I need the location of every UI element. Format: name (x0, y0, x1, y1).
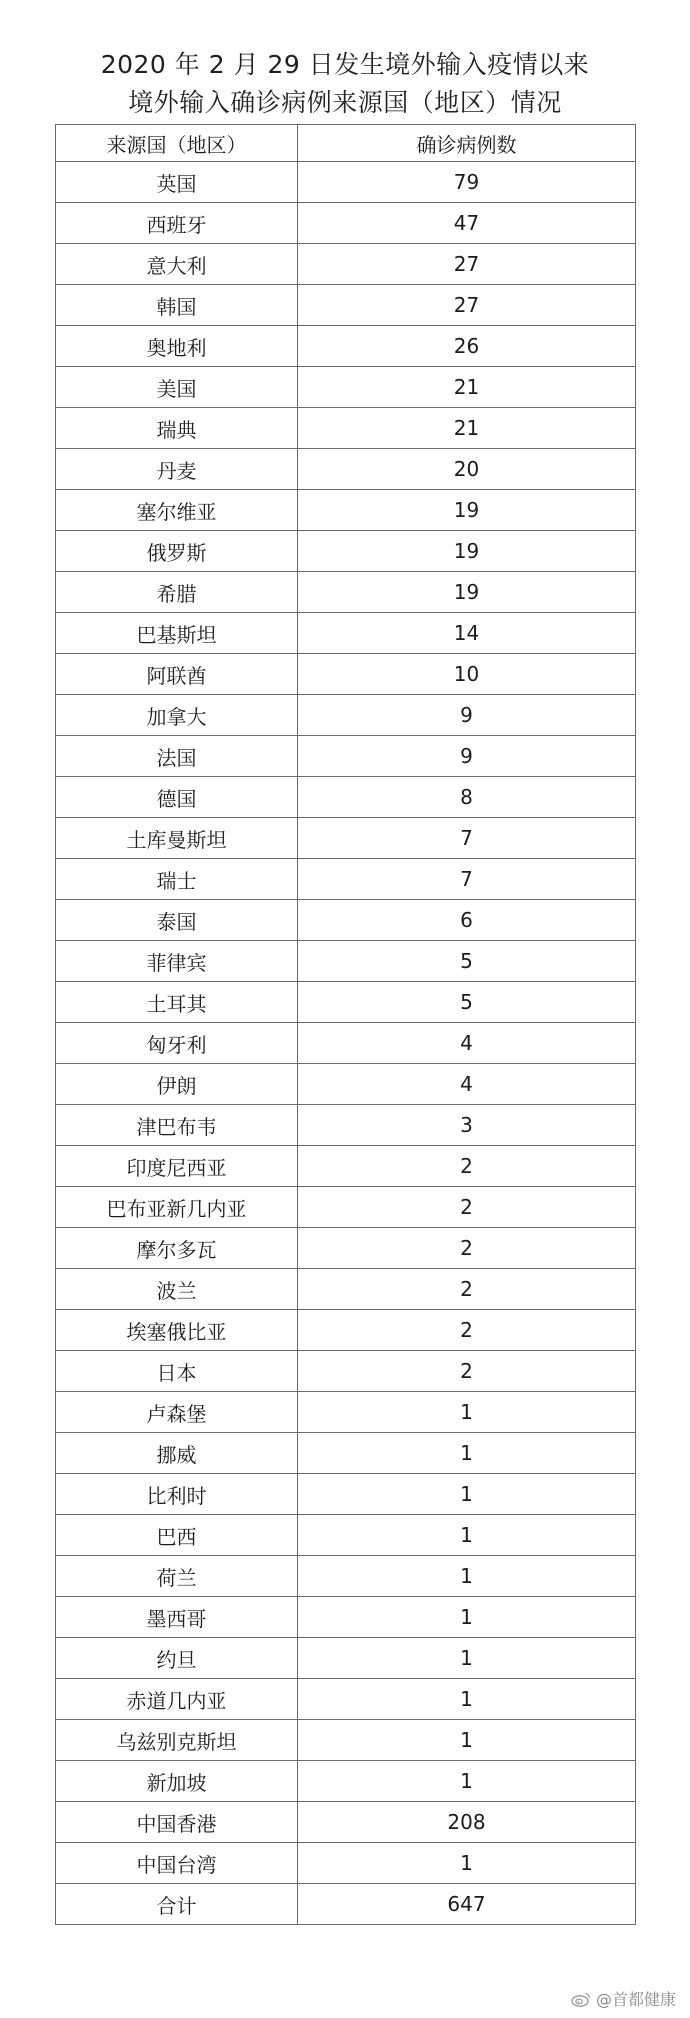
cases-cell: 1 (298, 1843, 636, 1884)
country-cell: 巴布亚新几内亚 (56, 1187, 298, 1228)
table-row (56, 941, 636, 982)
country-cell: 法国 (56, 736, 298, 777)
weibo-watermark (571, 1987, 676, 2010)
country-cell: 韩国 (56, 285, 298, 326)
table-row (56, 1474, 636, 1515)
cases-cell: 21 (298, 408, 636, 449)
total-label: 合计 (56, 1884, 298, 1925)
table-row (56, 572, 636, 613)
country-cell: 约旦 (56, 1638, 298, 1679)
table-row (56, 1146, 636, 1187)
country-cell: 匈牙利 (56, 1023, 298, 1064)
cases-cell: 2 (298, 1351, 636, 1392)
country-cell: 日本 (56, 1351, 298, 1392)
table-row (56, 1023, 636, 1064)
table-row (56, 1187, 636, 1228)
country-cell: 丹麦 (56, 449, 298, 490)
cases-cell: 19 (298, 490, 636, 531)
country-cell: 卢森堡 (56, 1392, 298, 1433)
table-row (56, 777, 636, 818)
cases-cell: 9 (298, 695, 636, 736)
country-cell: 瑞典 (56, 408, 298, 449)
cases-cell: 2 (298, 1228, 636, 1269)
country-cell: 阿联酋 (56, 654, 298, 695)
country-column-header: 来源国（地区） (56, 125, 298, 162)
country-cell: 埃塞俄比亚 (56, 1310, 298, 1351)
table-row (56, 1679, 636, 1720)
country-cell: 德国 (56, 777, 298, 818)
cases-cell: 19 (298, 531, 636, 572)
table-header-row (56, 125, 636, 162)
country-cell: 俄罗斯 (56, 531, 298, 572)
weibo-icon (571, 1991, 591, 2007)
table-row (56, 736, 636, 777)
table-row (56, 408, 636, 449)
country-cell: 中国台湾 (56, 1843, 298, 1884)
table-row (56, 203, 636, 244)
cases-cell: 14 (298, 613, 636, 654)
cases-cell: 79 (298, 162, 636, 203)
country-cell: 荷兰 (56, 1556, 298, 1597)
country-cell: 墨西哥 (56, 1597, 298, 1638)
cases-cell: 26 (298, 326, 636, 367)
total-cases: 647 (298, 1884, 636, 1925)
country-cell: 英国 (56, 162, 298, 203)
table-row (56, 1720, 636, 1761)
cases-column-header: 确诊病例数 (298, 125, 636, 162)
cases-cell: 27 (298, 244, 636, 285)
cases-cell: 1 (298, 1597, 636, 1638)
country-cell: 乌兹别克斯坦 (56, 1720, 298, 1761)
table-row (56, 900, 636, 941)
table-row (56, 1392, 636, 1433)
document-title-line-2: 境外输入确诊病例来源国（地区）情况 (128, 88, 562, 117)
table-row (56, 1064, 636, 1105)
table-row (56, 1105, 636, 1146)
cases-cell: 1 (298, 1433, 636, 1474)
cases-cell: 1 (298, 1761, 636, 1802)
document-title-line-1: 2020 年 2 月 29 日发生境外输入疫情以来 (100, 50, 590, 79)
country-cell: 印度尼西亚 (56, 1146, 298, 1187)
imported-cases-table (55, 124, 636, 1925)
table-row (56, 1433, 636, 1474)
country-cell: 瑞士 (56, 859, 298, 900)
table-row (56, 1802, 636, 1843)
cases-cell: 5 (298, 982, 636, 1023)
country-cell: 意大利 (56, 244, 298, 285)
table-row (56, 326, 636, 367)
table-row (56, 1597, 636, 1638)
table-row (56, 490, 636, 531)
cases-cell: 2 (298, 1310, 636, 1351)
country-cell: 挪威 (56, 1433, 298, 1474)
cases-cell: 5 (298, 941, 636, 982)
table-row (56, 1310, 636, 1351)
total-row (56, 1884, 636, 1925)
cases-cell: 2 (298, 1146, 636, 1187)
country-cell: 菲律宾 (56, 941, 298, 982)
country-cell: 西班牙 (56, 203, 298, 244)
table-row (56, 654, 636, 695)
table-row (56, 1638, 636, 1679)
cases-cell: 1 (298, 1638, 636, 1679)
table-row (56, 162, 636, 203)
cases-cell: 27 (298, 285, 636, 326)
country-cell: 土库曼斯坦 (56, 818, 298, 859)
cases-cell: 2 (298, 1269, 636, 1310)
country-cell: 赤道几内亚 (56, 1679, 298, 1720)
cases-cell: 1 (298, 1392, 636, 1433)
country-cell: 中国香港 (56, 1802, 298, 1843)
cases-cell: 1 (298, 1515, 636, 1556)
cases-cell: 6 (298, 900, 636, 941)
table-row (56, 531, 636, 572)
country-cell: 巴西 (56, 1515, 298, 1556)
country-cell: 比利时 (56, 1474, 298, 1515)
cases-cell: 47 (298, 203, 636, 244)
country-cell: 奥地利 (56, 326, 298, 367)
cases-cell: 3 (298, 1105, 636, 1146)
country-cell: 塞尔维亚 (56, 490, 298, 531)
table-row (56, 1269, 636, 1310)
country-cell: 土耳其 (56, 982, 298, 1023)
table-row (56, 449, 636, 490)
country-cell: 津巴布韦 (56, 1105, 298, 1146)
table-row (56, 1228, 636, 1269)
table-row (56, 285, 636, 326)
table-row (56, 613, 636, 654)
cases-cell: 10 (298, 654, 636, 695)
table-row (56, 1515, 636, 1556)
cases-cell: 21 (298, 367, 636, 408)
cases-cell: 1 (298, 1679, 636, 1720)
watermark-text: @首都健康 (595, 1990, 676, 2009)
country-cell: 美国 (56, 367, 298, 408)
country-cell: 巴基斯坦 (56, 613, 298, 654)
table-row (56, 1351, 636, 1392)
table-row (56, 1556, 636, 1597)
table-row (56, 1843, 636, 1884)
table-row (56, 367, 636, 408)
cases-cell: 8 (298, 777, 636, 818)
cases-cell: 2 (298, 1187, 636, 1228)
table-row (56, 244, 636, 285)
cases-cell: 19 (298, 572, 636, 613)
cases-cell: 9 (298, 736, 636, 777)
cases-cell: 1 (298, 1474, 636, 1515)
country-cell: 加拿大 (56, 695, 298, 736)
table-row (56, 818, 636, 859)
table-row (56, 1761, 636, 1802)
cases-cell: 20 (298, 449, 636, 490)
country-cell: 伊朗 (56, 1064, 298, 1105)
cases-cell: 4 (298, 1064, 636, 1105)
table-row (56, 695, 636, 736)
cases-cell: 7 (298, 859, 636, 900)
cases-cell: 7 (298, 818, 636, 859)
country-cell: 波兰 (56, 1269, 298, 1310)
cases-cell: 1 (298, 1720, 636, 1761)
country-cell: 希腊 (56, 572, 298, 613)
country-cell: 摩尔多瓦 (56, 1228, 298, 1269)
country-cell: 新加坡 (56, 1761, 298, 1802)
country-cell: 泰国 (56, 900, 298, 941)
cases-cell: 208 (298, 1802, 636, 1843)
table-row (56, 859, 636, 900)
cases-cell: 1 (298, 1556, 636, 1597)
cases-cell: 4 (298, 1023, 636, 1064)
table-row (56, 982, 636, 1023)
